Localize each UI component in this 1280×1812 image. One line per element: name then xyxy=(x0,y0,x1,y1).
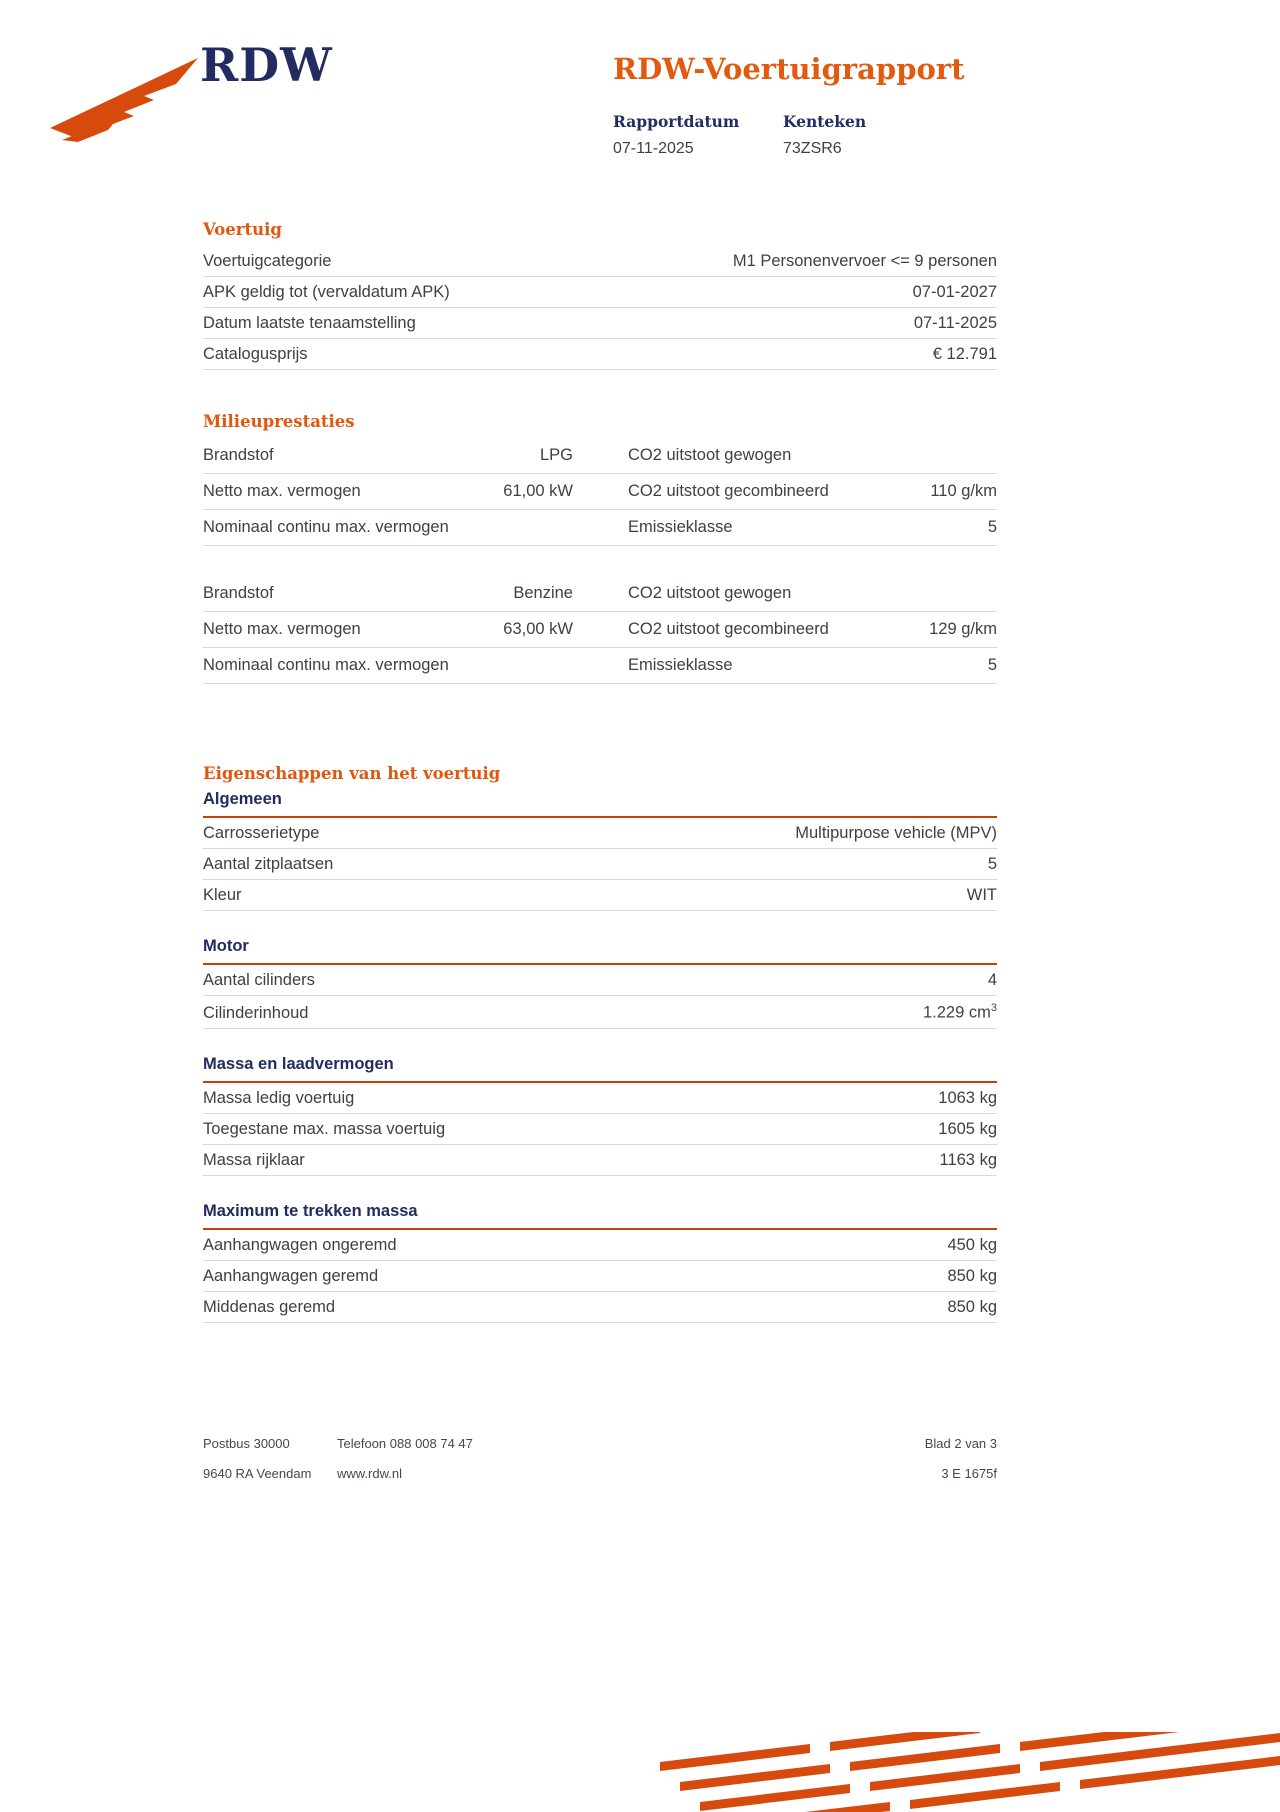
row-label: Brandstof xyxy=(203,584,274,602)
row-value: 07-11-2025 xyxy=(913,314,997,332)
row-value: 63,00 kW xyxy=(503,620,573,638)
row-label: Catalogusprijs xyxy=(203,345,308,363)
page-title: RDW-Voertuigrapport xyxy=(613,52,965,86)
rdw-logo-text: RDW xyxy=(200,38,333,92)
report-date-label: Rapportdatum xyxy=(613,112,740,131)
footer-address-line1: Postbus 30000 xyxy=(203,1436,290,1451)
table-row xyxy=(203,308,997,339)
row-label: Aanhangwagen geremd xyxy=(203,1266,379,1285)
footer-row xyxy=(203,1436,997,1451)
kenteken-label: Kenteken xyxy=(783,112,867,131)
report-date-value: 07-11-2025 xyxy=(613,140,694,157)
row-label: Toegestane max. massa voertuig xyxy=(203,1119,446,1138)
row-label: Nominaal continu max. vermogen xyxy=(203,656,449,674)
table-row xyxy=(203,996,997,1029)
row-value: 4 xyxy=(987,971,997,989)
subsection-motor xyxy=(203,937,997,1029)
subsection-title: Maximum te trekken massa xyxy=(203,1202,997,1230)
section-heading-voertuig: Voertuig xyxy=(203,220,282,239)
row-value: 1605 kg xyxy=(938,1119,997,1138)
table-row xyxy=(203,818,997,849)
row-label: Nominaal continu max. vermogen xyxy=(203,518,449,536)
row-value: 110 g/km xyxy=(930,482,997,500)
row-value: 61,00 kW xyxy=(503,482,573,500)
table-row xyxy=(203,576,997,612)
table-row xyxy=(203,277,997,308)
section-voertuig xyxy=(203,220,997,370)
row-value: Multipurpose vehicle (MPV) xyxy=(795,824,997,842)
footer-phone: Telefoon 088 008 74 47 xyxy=(337,1436,473,1451)
table-row xyxy=(203,339,997,370)
report-content xyxy=(203,220,997,1323)
row-value: € 12.791 xyxy=(932,345,997,363)
table-row xyxy=(203,1230,997,1261)
row-label: Datum laatste tenaamstelling xyxy=(203,314,416,332)
table-row xyxy=(203,849,997,880)
report-meta-values xyxy=(613,140,1053,158)
row-value: 5 xyxy=(987,518,997,536)
report-meta-labels xyxy=(613,112,1053,131)
row-label: Aantal cilinders xyxy=(203,971,315,989)
kenteken-value: 73ZSR6 xyxy=(783,140,842,157)
row-label: APK geldig tot (vervaldatum APK) xyxy=(203,283,450,301)
table-row xyxy=(203,1083,997,1114)
row-label: Massa rijklaar xyxy=(203,1150,305,1169)
subsection-title: Motor xyxy=(203,937,997,965)
row-value: 850 kg xyxy=(947,1266,997,1285)
footer-website: www.rdw.nl xyxy=(337,1466,403,1481)
row-label: Kleur xyxy=(203,886,242,904)
row-label: Middenas geremd xyxy=(203,1297,336,1316)
table-row xyxy=(203,1261,997,1292)
footer-doc-code: 3 E 1675f xyxy=(941,1466,997,1481)
row-label: Voertuigcategorie xyxy=(203,252,332,270)
table-row xyxy=(203,246,997,277)
table-row xyxy=(203,1114,997,1145)
row-label: CO2 uitstoot gecombineerd xyxy=(628,620,829,638)
row-value: 5 xyxy=(987,656,997,674)
subsection-maximum-trekken-massa xyxy=(203,1202,997,1323)
row-value-text: 1.229 cm xyxy=(923,1003,991,1022)
section-heading-milieuprestaties: Milieuprestaties xyxy=(203,412,355,431)
table-row xyxy=(203,1292,997,1323)
row-label: CO2 uitstoot gewogen xyxy=(628,584,792,602)
row-value: Benzine xyxy=(513,584,573,602)
row-label: Aantal zitplaatsen xyxy=(203,855,334,873)
row-value: M1 Personenvervoer <= 9 personen xyxy=(732,252,997,270)
milieu-block-benzine xyxy=(203,576,997,684)
row-label: Brandstof xyxy=(203,446,274,464)
subsection-algemeen xyxy=(203,790,997,911)
table-row xyxy=(203,965,997,996)
row-value xyxy=(923,1002,997,1023)
row-label: Cilinderinhoud xyxy=(203,1003,309,1022)
table-row xyxy=(203,612,997,648)
rdw-logo-icon xyxy=(48,58,198,142)
subsection-massa-laadvermogen xyxy=(203,1055,997,1176)
row-value: LPG xyxy=(539,446,573,464)
row-label: Massa ledig voertuig xyxy=(203,1088,355,1107)
section-heading-eigenschappen: Eigenschappen van het voertuig xyxy=(203,764,501,783)
row-value: 129 g/km xyxy=(929,620,997,638)
row-value-superscript: 3 xyxy=(990,1002,997,1014)
row-value: 1063 kg xyxy=(938,1088,997,1107)
section-milieuprestaties xyxy=(203,412,997,684)
subsection-title: Massa en laadvermogen xyxy=(203,1055,997,1083)
row-value: WIT xyxy=(966,886,997,904)
rdw-stripes-graphic xyxy=(660,1732,1280,1812)
table-row xyxy=(203,510,997,546)
row-value: 07-01-2027 xyxy=(912,283,997,301)
table-row xyxy=(203,880,997,911)
footer-page-number: Blad 2 van 3 xyxy=(924,1436,997,1451)
subsection-title: Algemeen xyxy=(203,790,997,818)
section-eigenschappen xyxy=(203,764,997,1323)
table-row xyxy=(203,438,997,474)
table-row xyxy=(203,1145,997,1176)
table-row xyxy=(203,648,997,684)
row-label: CO2 uitstoot gecombineerd xyxy=(628,482,829,500)
row-value: 5 xyxy=(987,855,997,873)
milieu-block-lpg xyxy=(203,438,997,546)
row-label: Carrosserietype xyxy=(203,824,320,842)
row-label: Emissieklasse xyxy=(628,518,733,536)
row-value: 450 kg xyxy=(947,1235,997,1254)
row-label: CO2 uitstoot gewogen xyxy=(628,446,792,464)
report-header xyxy=(613,52,1053,158)
row-value: 1163 kg xyxy=(939,1150,997,1169)
row-label: Emissieklasse xyxy=(628,656,733,674)
footer-address-line2: 9640 RA Veendam xyxy=(203,1466,312,1481)
row-label: Netto max. vermogen xyxy=(203,620,361,638)
page-footer xyxy=(203,1436,997,1496)
table-row xyxy=(203,474,997,510)
row-value: 850 kg xyxy=(947,1297,997,1316)
row-label: Netto max. vermogen xyxy=(203,482,361,500)
row-label: Aanhangwagen ongeremd xyxy=(203,1235,397,1254)
footer-row xyxy=(203,1466,997,1481)
